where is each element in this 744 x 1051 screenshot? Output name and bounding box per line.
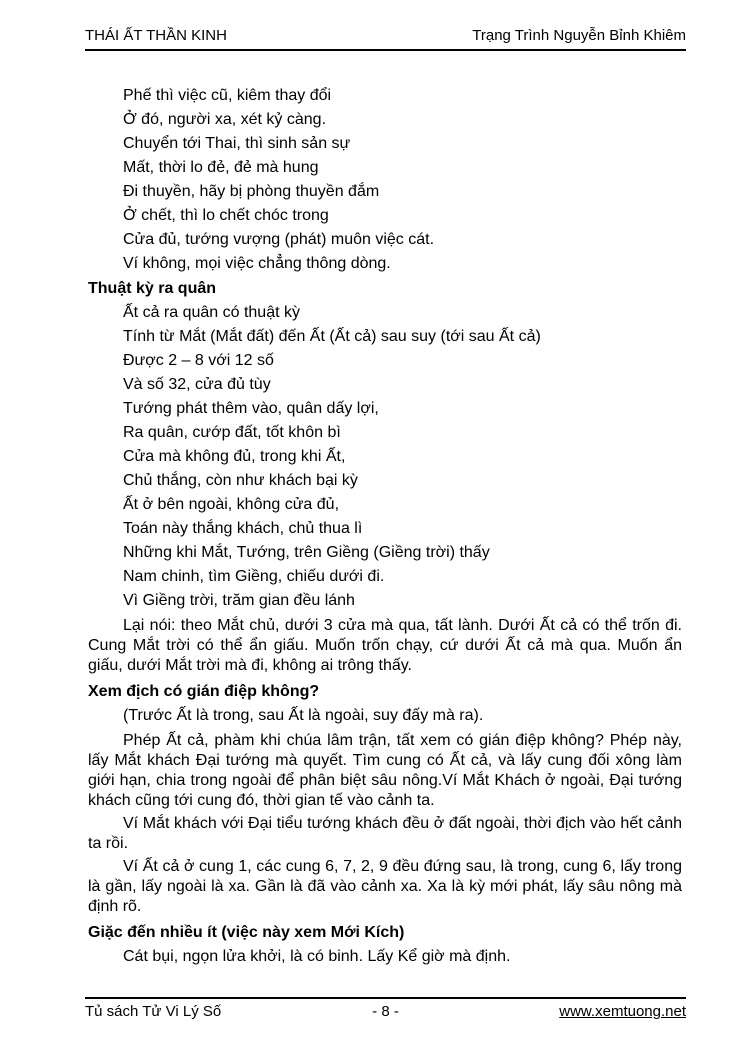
page-content: [88, 84, 682, 969]
poem-line: Cửa đủ, tướng vượng (phát) muôn việc cát.: [123, 231, 435, 248]
footer-page-number: - 8 -: [372, 1003, 399, 1020]
poem-line: Nam chinh, tìm Giềng, chiếu dưới đi.: [123, 568, 385, 585]
poem-line: Những khi Mắt, Tướng, trên Giềng (Giềng trời) thấy: [123, 544, 490, 561]
poem-line: Chuyển tới Thai, thì sinh sản sự: [123, 135, 351, 152]
poem-line: Ất ở bên ngoài, không cửa đủ,: [123, 496, 340, 513]
paragraph-phep-at-ca: Phép Ất cả, phàm khi chúa lâm trận, tất xem có gián điệp không? Phép này, lấy Mắt khách Đại tướng mà quyết. Tìm cung có Ất cả, và lấy cung đối xông làm giới hạn, chia trong ngoài để phân biệt sâu nông.Ví Mắt Khách ở ngoài, Đại tướng khách cũng tới cung đó, thời gian tế vào cảnh ta.: [88, 732, 682, 809]
poem-line: Ở chết, thì lo chết chóc trong: [123, 207, 329, 224]
note-line: (Trước Ất là trong, sau Ất là ngoài, suy đấy mà ra).: [123, 707, 484, 724]
section-heading-thuat-ky-ra-quan: Thuật kỳ ra quân: [88, 280, 217, 297]
poem-line: Tính từ Mắt (Mắt đất) đến Ất (Ất cả) sau suy (tới sau Ất cả): [123, 328, 541, 345]
paragraph-vi-at-ca: Ví Ất cả ở cung 1, các cung 6, 7, 2, 9 đều đứng sau, là trong, cung 6, lấy trong là gần, lấy ngoài là xa. Gần là đã vào cảnh xa. Xa là kỳ mới phát, lấy sâu nông mà định rõ.: [88, 858, 682, 915]
poem-line: Ở đó, người xa, xét kỷ càng.: [123, 111, 327, 128]
poem-line: Mất, thời lo đẻ, đẻ mà hung: [123, 159, 319, 176]
page-header: [85, 27, 686, 51]
poem-line: Ra quân, cướp đất, tốt khôn bì: [123, 424, 341, 441]
header-author: Trạng Trình Nguyễn Bỉnh Khiêm: [472, 27, 686, 44]
note-line: Cát bụi, ngọn lửa khởi, là có binh. Lấy Kể giờ mà định.: [123, 948, 511, 965]
footer-series: Tủ sách Tử Vi Lý Số: [85, 1003, 222, 1020]
poem-line: Đi thuyền, hãy bị phòng thuyền đắm: [123, 183, 380, 200]
poem-line: Ất cả ra quân có thuật kỳ: [123, 304, 300, 321]
paragraph-vi-mat-khach: Ví Mắt khách với Đại tiểu tướng khách đều ở đất ngoài, thời địch vào hết cảnh ta rồi.: [88, 815, 682, 852]
section-heading-giac-den: Giặc đến nhiều ít (việc này xem Mới Kích): [88, 924, 405, 941]
poem-line: Tướng phát thêm vào, quân dấy lợi,: [123, 400, 379, 417]
poem-line: Ví không, mọi việc chẳng thông dòng.: [123, 255, 391, 272]
poem-line: Được 2 – 8 với 12 số: [123, 352, 274, 369]
poem-line: Và số 32, cửa đủ tùy: [123, 376, 271, 393]
paragraph-lai-noi: Lại nói: theo Mắt chủ, dưới 3 cửa mà qua, tất lành. Dưới Ất cả có thể trốn đi. Cung Mắt trời có thể ẩn giấu. Muốn trốn chạy, cứ dưới Ất cả mà qua. Muốn ẩn giấu, dưới Mắt trời mà đi, không ai trông thấy.: [88, 617, 682, 674]
poem-line: Toán này thắng khách, chủ thua lì: [123, 520, 363, 537]
poem-line: Vì Giềng trời, trăm gian đều lánh: [123, 592, 355, 609]
poem-line: Chủ thắng, còn như khách bại kỳ: [123, 472, 358, 489]
footer-website-link[interactable]: www.xemtuong.net: [559, 1003, 686, 1020]
section-heading-xem-dich: Xem địch có gián điệp không?: [88, 683, 320, 700]
page-footer: [85, 997, 686, 1020]
poem-line: Cửa mà không đủ, trong khi Ất,: [123, 448, 346, 465]
poem-line: Phế thì việc cũ, kiêm thay đổi: [123, 87, 332, 104]
header-title: THÁI ẤT THẦN KINH: [85, 27, 227, 44]
